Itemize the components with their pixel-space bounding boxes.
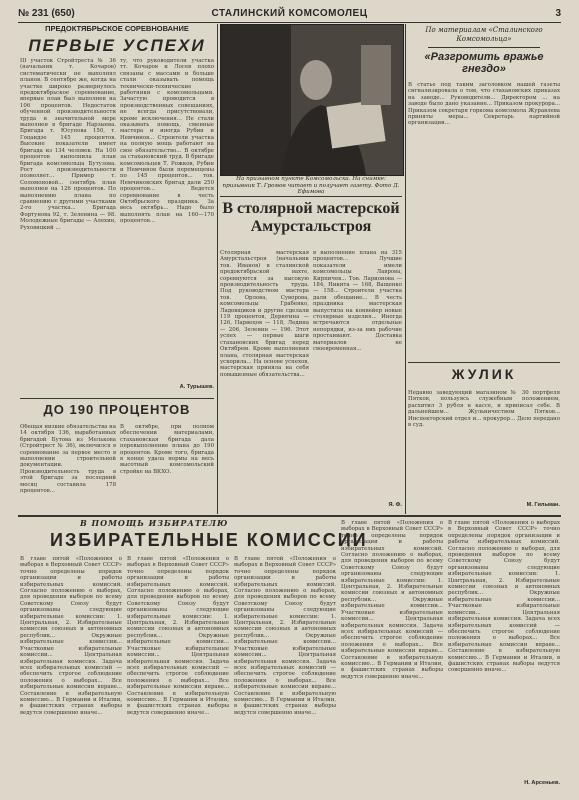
- article-title: ПЕРВЫЕ УСПЕХИ: [28, 36, 206, 52]
- divider: [428, 47, 540, 48]
- article-190-title: ДО 190 ПРОЦЕНТОВ: [43, 402, 191, 417]
- article-carpentry-header: [220, 200, 402, 244]
- elections-signature: Н. Арсеньев.: [524, 780, 560, 786]
- column-rule: [405, 24, 406, 514]
- zhulik-title: ЖУЛИК: [451, 366, 517, 382]
- elections-kicker: В ПОМОЩЬ ИЗБИРАТЕЛЮ: [80, 518, 229, 528]
- zhulik-header: [408, 366, 560, 388]
- masthead: [18, 8, 561, 23]
- article-carpentry-col1: Столярная мастерская Амурстальстроя (начальник тов. Иванов) в сталинской предоктябрьской вахте, соревнуются за высокую производительность труда. Под руководством мастера тов. Орлова, Суворова, комсомольцы Грабенко, Ладовщиков и другие сделали 119 процентов, Дерюгина — 126, Парвецов — 118, Ледина — 206, Зеленин — 196. Этот успех — первые шаги стахановских бригад перед Октябрем. Кроме выполнения плана, столярная мастерская ускорила... На основе успехов, мастерская приняла на себя повышенные обязательства...: [220, 250, 309, 378]
- elections-col2: В главе пятой «Положения о выборах в Верховный Совет СССР» точно определены порядок организации и работы избирательных комиссий. Согласно положению о выборах, для проведения выборов по всему Советскому Союзу будут организованы следующие избирательные комиссии: 1. Центральная, 2. Избирательные комиссии союзных и автономных республик... Окружные избирательные комиссии... Участковые избирательные комиссии... Центральная избирательная комиссия. Задача всех избирательных комиссий — обеспечить строгое соблюдение положения о выборах... Все избирательные комиссии вправе... Составление в избирательную комиссию... В Германии и Италии, в фашистских странах выборы ведутся совершенно иначе...: [127, 556, 229, 716]
- right-kicker: По материалам «Сталинского Комсомольца»: [425, 26, 543, 43]
- article-190-col2: В октябре, при полном обеспечении материалами, стахановская бригада дала перевыполнение плана до 190 процентов. Кроме того, бригада в конце удала нормы на весь высотный комсомольский стройке на ВКХО.: [120, 424, 214, 475]
- newspaper-name: СТАЛИНСКИЙ КОМСОМОЛЕЦ: [211, 8, 368, 19]
- elections-title: ИЗБИРАТЕЛЬНЫЕ КОМИССИИ: [50, 530, 368, 550]
- article-kicker: ПРЕДОКТЯБРЬСКОЕ СОРЕВНОВАНИЕ: [45, 24, 189, 33]
- photo-conscript-reading: [220, 24, 404, 176]
- elections-col3: В главе пятой «Положения о выборах в Верховный Совет СССР» точно определены порядок организации и работы избирательных комиссий. Согласно положению о выборах, для проведения выборов по всему Советскому Союзу будут организованы следующие избирательные комиссии: 1. Центральная, 2. Избирательные комиссии союзных и автономных республик... Окружные избирательные комиссии... Участковые избирательные комиссии... Центральная избирательная комиссия. Задача всех избирательных комиссий — обеспечить строгое соблюдение положения о выборах... Все избирательные комиссии вправе... Составление в избирательную комиссию... В Германии и Италии, в фашистских странах выборы ведутся совершенно иначе...: [234, 556, 336, 716]
- issue-number: № 231 (650): [18, 8, 75, 19]
- page-number: 3: [555, 8, 561, 19]
- zhulik-signature: М. Гильман.: [526, 502, 560, 508]
- article-first-successes-header: [20, 24, 214, 52]
- article-carpentry-title: В столярной мастерской Амурстальстроя: [222, 200, 400, 235]
- section-divider: [18, 515, 561, 517]
- article-carpentry-col2: в выполнение плана на 315 процентов... Лучшие показатели имели комсомольцы Лаврова, Кирпичев... Тов. Ларионова — 184, Никита — 168, Ващенко — 158... Строители участка дали обещание... В честь праздника мастерская выпустила на конвейер новые столярные изделия... Иногда встречаются отдельные непорядки, из-за них рабочие простаивают. Доставка материалов не своевременная...: [313, 250, 402, 353]
- divider: [20, 398, 214, 399]
- right-article-header: [408, 26, 560, 78]
- zhulik-body: Недавно заведующий магазином № 30 портфеля Пятков, пользуясь служебным положением, расхитил 3 рубля в кассе, и приписал себе. В дальнейшем... Жульничеством Пятков... Инспекторский отдел и... прокурор... Дело передано в суд.: [408, 390, 560, 429]
- article-190-col1: Обещая низкие обязательства на 14 октября 136, выработанных бригадой Бутова из Мелькова (Стройтрест № 36), включился в соревнование за первое место в выполнении строительной документации. Производительность труда в этой бригаде за последний месяц составила 178 процентов...: [20, 424, 116, 495]
- elections-col5: В главе пятой «Положения о выборах в Верховный Совет СССР» точно определены порядок организации и работы избирательных комиссий. Согласно положению о выборах, для проведения выборов по всему Советскому Союзу будут организованы следующие избирательные комиссии: 1. Центральная, 2. Избирательные комиссии союзных и автономных республик... Окружные избирательные комиссии... Участковые избирательные комиссии... Центральная избирательная комиссия. Задача всех избирательных комиссий — обеспечить строгое соблюдение положения о выборах... Все избирательные комиссии вправе... Составление в избирательную комиссию... В Германии и Италии, в фашистских странах выборы ведутся совершенно иначе...: [448, 520, 560, 674]
- article-first-successes-col2: ту, что руководители участка тт. Кочаров и Лосев плохо связаны с массами и больше стали оказывать помощь технически-технические работники с комсомольцами. Зачастую проводится в производственных совещаниях, не всегда присутствовали, кроме исключения... Не стали оказывать помощь, сменные мастера и иногда Рубин и Немчинов... Строители участка на полную мощь работают на свое обязательство... В октябре за стахановский труд. В бригаде комсомольцев Т. Рожков, Рубин и Немчинов были перемещены по 145 процентов... тов. Немчиновских бригад дали 250 процентов... Ведется соревнование в честь Октябрьского праздника. За весь октябрь... Надо было выполнять план на 160—170 процентов...: [120, 58, 214, 225]
- article-190-header: [20, 402, 214, 424]
- photo-image-icon: [221, 25, 403, 175]
- elections-col1: В главе пятой «Положения о выборах в Верховный Совет СССР» точно определены порядок организации и работы избирательных комиссий. Согласно положению о выборах, для проведения выборов по всему Советскому Союзу будут организованы следующие избирательные комиссии: 1. Центральная, 2. Избирательные комиссии союзных и автономных республик... Окружные избирательные комиссии... Участковые избирательные комиссии... Центральная избирательная комиссия. Задача всех избирательных комиссий — обеспечить строгое соблюдение положения о выборах... Все избирательные комиссии вправе... Составление в избирательную комиссию... В Германии и Италии, в фашистских странах выборы ведутся совершенно иначе...: [20, 556, 122, 716]
- divider: [408, 362, 560, 363]
- article-signature: А. Турышев.: [179, 384, 214, 390]
- elections-col4: В главе пятой «Положения о выборах в Верховный Совет СССР» точно определены порядок организации и работы избирательных комиссий. Согласно положению о выборах, для проведения выборов по всему Советскому Союзу будут организованы следующие избирательные комиссии: 1. Центральная, 2. Избирательные комиссии союзных и автономных республик... Окружные избирательные комиссии... Участковые избирательные комиссии... Центральная избирательная комиссия. Задача всех избирательных комиссий — обеспечить строгое соблюдение положения о выборах... Все избирательные комиссии вправе... Составление в избирательную комиссию... В Германии и Италии, в фашистских странах выборы ведутся совершенно иначе...: [341, 520, 443, 680]
- divider: [220, 196, 402, 197]
- article-carpentry-signature: Я. Ф.: [388, 502, 402, 508]
- article-first-successes-col1: III участок Стройтреста № 36 (начальник т. Кочаров) систематически не выполнял планов. В сентябре же, когда на участке широко развернулось предоктябрьское соревнование, впервые план был выполнен на 106 процентов. Недостаток обученной производительности труда в значительной мере выполнен в бригаде Нарзыева. Бригада т. Юсупова 150, т. Гоцаидзе 145 процентов. Высокие показатели имеет бригада из 134 человек. На 100 процентов выполнила план бригада комсомольца Бутузова. Рост производительности позволяет... Пример т. Соломоновой... сентябрь план выполнен на 126 процентов. По выполнению плана по сравнению с другими участками 2-го участка... Бригада Фортунова 92, т. Зеленина — 98. Молодежные бригады — Алехин, Руховицкий ...: [20, 58, 116, 231]
- column-rule: [217, 24, 218, 514]
- right-title: «Разгромить вражье гнездо»: [424, 51, 544, 75]
- photo-caption: На призывном пункте Комсомольска. На снимке: призывник Т. Громов читает и получает газету. Фото Д. Ефимова: [222, 176, 400, 194]
- right-article-body: В статье под таким заголовком нашей газеты сигнализировала о том, что стахановских приказах на заводе... Руководители... Директором ... на заводе было дано указание... Приказом прокурора... Приказом секретаря горкома комсомола Журавлева приняты меры... Секретарь партийной организации...: [408, 82, 560, 127]
